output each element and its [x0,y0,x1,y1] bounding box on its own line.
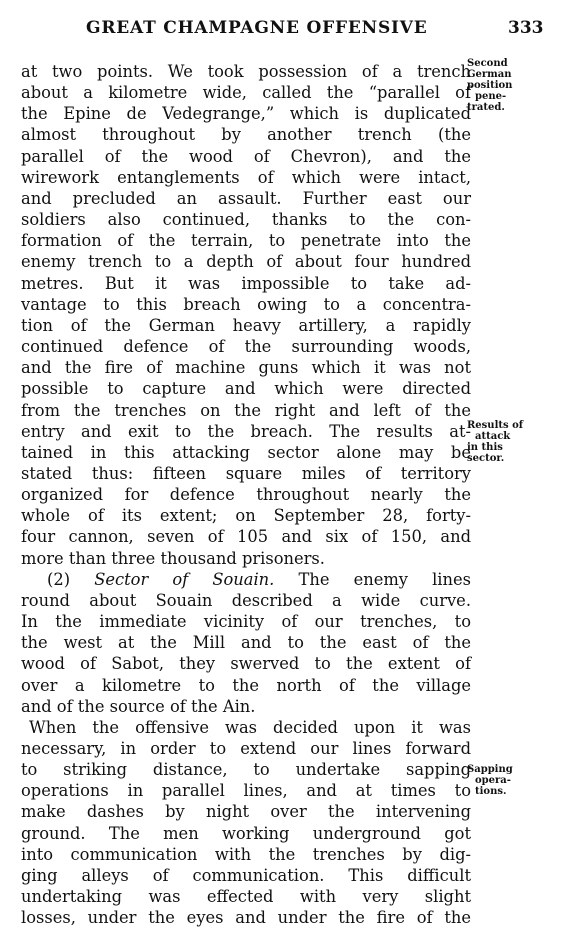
text-line: losses, under the eyes and under the fire of the [21,908,471,928]
text-line: metres. But it was impossible to take ad- [21,273,471,293]
text-line: the west at the Mill and to the east of the [21,633,471,653]
text-line: entry and exit to the breach. The results at- [21,421,471,441]
margin-note-line: in this [467,442,503,453]
margin-note-second-german-position [467,58,512,113]
margin-note-line: Second [467,58,508,69]
text-line: parallel of the wood of Chevron), and the [21,146,471,166]
margin-note-line: sector. [467,453,505,464]
margin-note-results-of-attack [467,420,523,464]
text-line: enemy trench to a depth of about four hundred [21,252,471,272]
page-number: 333 [508,18,544,38]
text-line: into communication with the trenches by dig- [21,844,471,864]
text-line: round about Souain described a wide curve. [21,590,471,610]
text-line: and the fire of machine guns which it was not [21,358,471,378]
text-line: wood of Sabot, they swerved to the extent of [21,654,471,674]
text-line: When the offensive was decided upon it was [29,717,471,737]
text-line: necessary, in order to extend our lines forward [21,739,471,758]
margin-note-line: German [467,69,512,80]
margin-note-line: attack [475,431,511,442]
text-line: make dashes by night over the intervening [21,802,471,822]
text-line: operations in parallel lines, and at times to [21,781,471,801]
margin-note-line: opera- [475,775,511,786]
margin-note-line: Sapping [467,764,513,775]
text-line: soldiers also continued, thanks to the con- [21,210,471,230]
text-line: and of the source of the Ain. [21,696,256,716]
text-line: almost throughout by another trench (the [21,125,471,145]
text-line: possible to capture and which were directed [21,379,471,399]
text-line: four cannon, seven of 105 and six of 150, and [21,527,471,547]
text-line: and precluded an assault. Further east our [21,188,471,208]
running-header-title: GREAT CHAMPAGNE OFFENSIVE [86,18,428,38]
text-line: In the immediate vicinity of our trenches, to [21,612,471,632]
text-line: tion of the German heavy artillery, a rapidly [21,315,471,335]
margin-note-line: trated. [467,102,505,113]
text-line: from the trenches on the right and left of the [21,400,471,420]
section-heading-italic: Sector of Souain. [94,569,275,589]
text-line: more than three thousand prisoners. [21,548,325,568]
paragraph-2-first-line-rest: The enemy lines [274,569,471,589]
text-line: formation of the terrain, to penetrate into the [21,231,471,251]
text-line: vantage to this breach owing to a concentra- [21,294,471,314]
paragraph-2-first-line [21,569,471,590]
margin-note-line: position [467,80,513,91]
text-line: ging alleys of communication. This difficult [21,865,471,885]
text-line: ground. The men working underground got [21,823,471,843]
text-line: tained in this attacking sector alone may be [21,442,471,462]
text-line: continued defence of the surrounding woods, [21,337,471,357]
text-line: stated thus: fifteen square miles of territory [21,463,471,483]
text-line: whole of its extent; on September 28, forty- [21,506,471,526]
margin-note-line: Results of [467,420,524,431]
margin-note-sapping-operations [467,764,513,797]
margin-note-line: pene- [475,91,507,102]
text-line: undertaking was effected with very slight [21,887,471,907]
text-line: organized for defence throughout nearly the [21,485,471,505]
text-line: wirework entanglements of which were intact, [21,167,471,187]
text-line: the Epine de Vedegrange,” which is duplicated [21,104,471,124]
text-line: over a kilometre to the north of the village [21,675,471,695]
text-line: to striking distance, to undertake sapping [21,760,471,780]
text-line: about a kilometre wide, called the “parallel of [21,83,471,103]
paragraph-number: (2) [47,569,95,589]
margin-note-line: tions. [475,786,507,797]
body-text [21,61,471,928]
text-line: at two points. We took possession of a trench [21,62,471,81]
